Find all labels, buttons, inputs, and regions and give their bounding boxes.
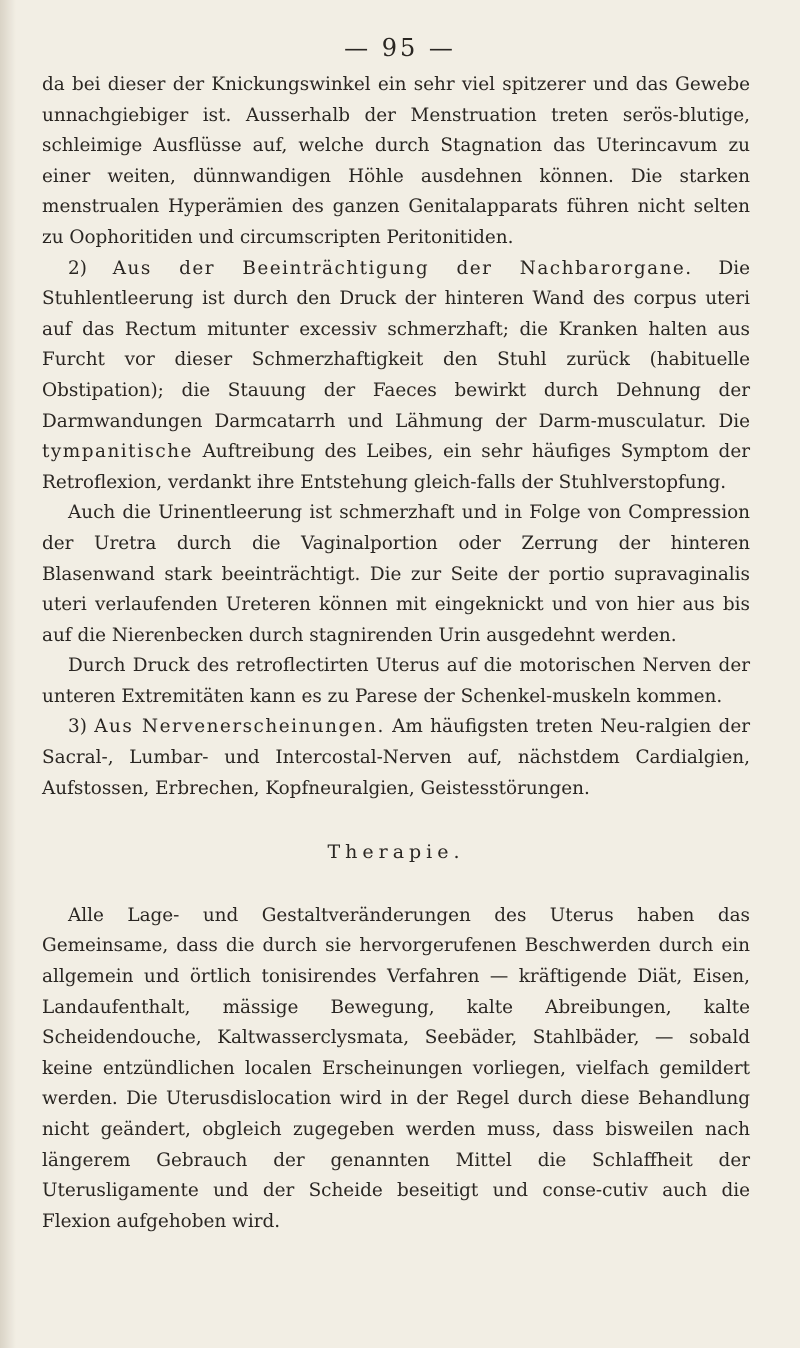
text-run: Auch die Urinentleerung ist schmerzhaft und in Folge von Compression der Uretra durch die Vaginalportion oder Zerrung der hinteren Blasenwand stark beeinträchtigt. Die zur Seite der portio supravaginalis uteri verlaufenden Ureteren können mit eingeknickt und von hier aus bis auf die Nierenbecken durch stagnirenden Urin ausgedehnt werden.: [42, 502, 750, 646]
text-run: Am häufigsten treten Neu-ralgien der Sacral-, Lumbar- und Intercostal-Nerven auf, nächstdem Cardialgien, Aufstossen, Erbrechen, Kopfneuralgien, Geistesstörungen.: [42, 716, 750, 799]
text-run: Durch Druck des retroflectirten Uterus auf die motorischen Nerven der unteren Extremitäten kann es zu Parese der Schenkel-muskeln kommen.: [42, 655, 750, 707]
paragraph: [42, 712, 750, 804]
paragraph: [42, 498, 750, 651]
spaced-emphasis-text: Aus Nervenerscheinungen.: [94, 716, 385, 738]
text-run: Alle Lage- und Gestaltveränderungen des Uterus haben das Gemeinsame, dass die durch sie hervorgerufenen Beschwerden durch ein allgemein und örtlich tonisirendes Verfahren — kräftigende Diät, Eisen, Landaufenthalt, mässige Bewegung, kalte Abreibungen, kalte Scheidendouche, Kaltwasserclysmata, Seebäder, Stahlbäder, — sobald keine entzündlichen localen Erscheinungen vorliegen, vielfach gemildert werden. Die Uterusdislocation wird in der Regel durch diese Behandlung nicht geändert, obgleich zugegeben werden muss, dass bisweilen nach längerem Gebrauch der genannten Mittel die Schlaffheit der Uterusligamente und der Scheide beseitigt und conse-cutiv auch die Flexion aufgehoben wird.: [42, 904, 750, 1232]
page-number: — 95 —: [344, 34, 456, 62]
paragraph: [42, 70, 750, 254]
paragraph: [42, 651, 750, 712]
paragraph: [42, 254, 750, 499]
page-body: [42, 70, 750, 1237]
spaced-emphasis-text: tympanitische: [42, 441, 193, 463]
text-run: 2): [68, 257, 113, 279]
text-run: da bei dieser der Knickungswinkel ein sehr viel spitzerer und das Gewebe unnachgiebiger ist. Ausserhalb der Menstruation treten serös-blutige, schleimige Ausflüsse auf, welche durch Stagnation das Uterincavum zu einer weiten, dünnwandigen Höhle ausdehnen können. Die starken menstrualen Hyperämien des ganzen Genitalapparats führen nicht selten zu Oophoritiden und circumscripten Peritonitiden.: [42, 74, 750, 248]
text-run: Die Stuhlentleerung ist durch den Druck der hinteren Wand des corpus uteri auf das Rectum mitunter excessiv schmerzhaft; die Kranken halten aus Furcht vor dieser Schmerzhaftigkeit den Stuhl zurück (habituelle Obstipation); die Stauung der Faeces bewirkt durch Dehnung der Darmwandungen Darmcatarrh und Lähmung der Darm-musculatur. Die: [42, 257, 750, 432]
spaced-emphasis-text: Aus der Beeinträchtigung der Nachbarorgane.: [112, 257, 693, 279]
text-run: Auftreibung des Leibes, ein sehr häufiges Symptom der Retroflexion, verdankt ihre Entstehung gleich-falls der Stuhlverstopfung.: [42, 441, 750, 493]
paragraph: [42, 901, 750, 1238]
text-run: 3): [68, 716, 95, 738]
page-edge-shadow: [0, 0, 16, 1348]
text-block-top: [42, 70, 750, 804]
text-block-bottom: [42, 901, 750, 1238]
section-heading: Therapie.: [327, 841, 465, 864]
